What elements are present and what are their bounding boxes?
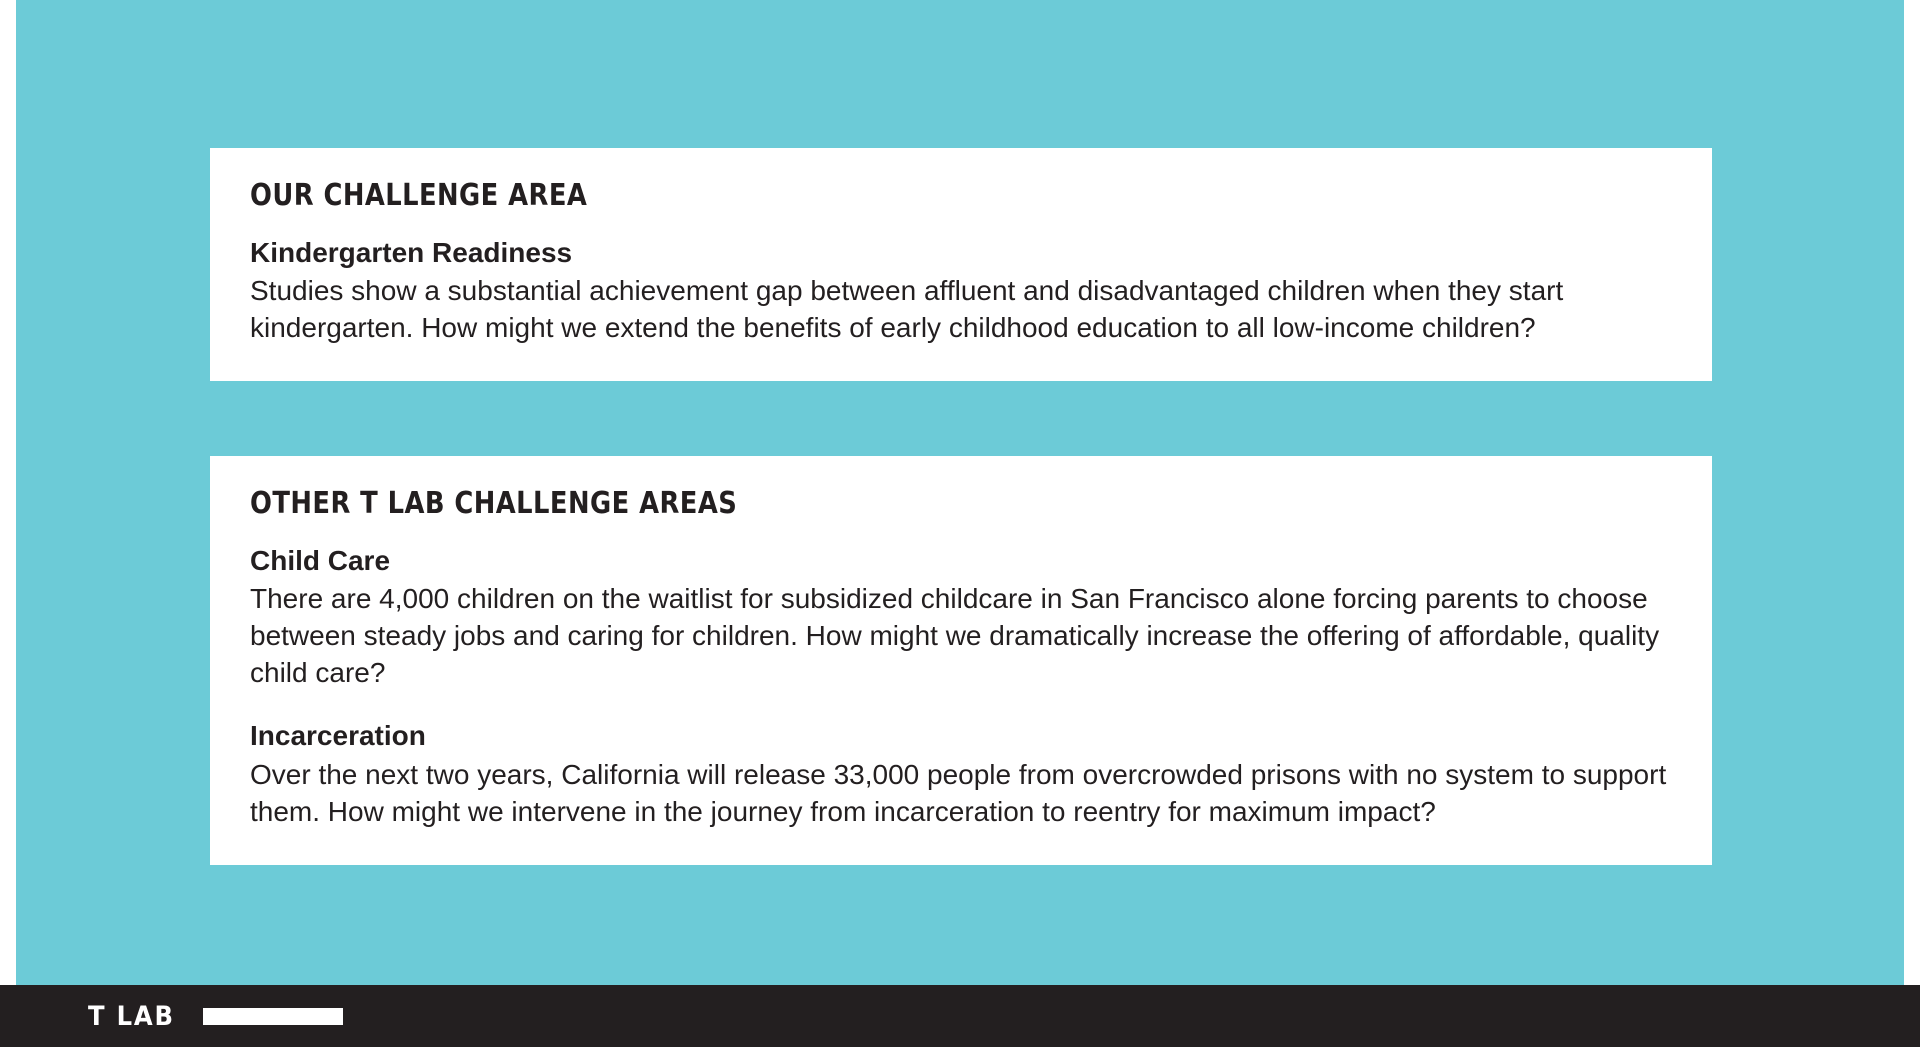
footer-brand-group: [88, 985, 343, 1047]
slide-footer: [0, 985, 1920, 1047]
right-margin-band: [1904, 0, 1920, 1047]
challenge-entry: [250, 543, 1672, 692]
entry-title-incarceration: Incarceration: [250, 720, 426, 752]
challenge-entry: [250, 235, 1672, 347]
entry-title-child-care: Child Care: [250, 545, 391, 576]
other-challenge-areas-card: [210, 456, 1712, 865]
entry-body-incarceration: Over the next two years, California will release 33,000 people from overcrowded prisons with no system to support them. How might we intervene in the journey from incarceration to reentry for maximum impact?: [250, 758, 1667, 827]
challenge-entry: [250, 718, 1672, 830]
card-heading-other-challenge-areas: OTHER T LAB CHALLENGE AREAS: [250, 486, 738, 521]
left-margin-band: [0, 0, 16, 1047]
our-challenge-area-card: [210, 148, 1712, 381]
entry-body-kindergarten-readiness: Studies show a substantial achievement gap between affluent and disadvantaged children when they start kindergarten. How might we extend the benefits of early childhood education to all low-income children?: [250, 275, 1564, 344]
footer-rule-bar: [203, 1008, 343, 1025]
entry-body-child-care: There are 4,000 children on the waitlist for subsidized childcare in San Francisco alone forcing parents to choose between steady jobs and caring for children. How might we dramatically increase the offering of affordable, quality child care?: [250, 583, 1660, 689]
t-lab-logo: T LAB: [88, 1000, 175, 1032]
entry-title-kindergarten-readiness: Kindergarten Readiness: [250, 237, 573, 268]
card-heading-our-challenge-area: OUR CHALLENGE AREA: [250, 178, 588, 213]
